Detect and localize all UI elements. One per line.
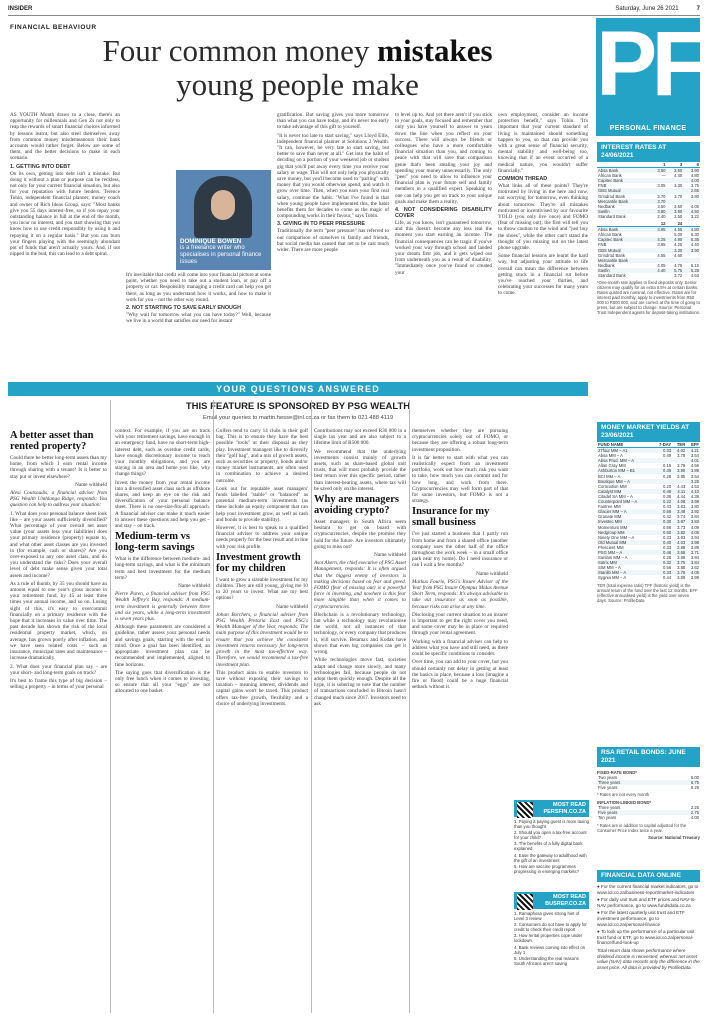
mm-value-cell: 3.89 <box>677 555 686 561</box>
mm-value-cell: 3.89 <box>677 575 686 581</box>
mm-label-cell: FUND NAME <box>597 442 653 448</box>
ir-value-cell: 3.50 <box>674 203 683 209</box>
article-column-5: own employment, consider an income protection benefit," says Tobin. "It's important that your current standard of living is maintained should something happen to you, so that can provide you with a great sense of financial security, mental stability and well-being too, knowing that if an event occurred of a medical nature, you wouldn't suffer financially." COMMON THREAD What links all of these points? They're motivated by living in the here and now, not worrying for tomorrow, even thinking about tomorrow. They're all mistakes motivated or incentivised by our favourite YOLO (you only live once) and FOMO (fear of missing out); the first will tell you to throw caution to the wind and "just buy the shoes", while the other can't stand the thought of you missing out on the latest phone upgrade. Some financial lessons are learnt the hard way, but adjusting your attitude to life overall can mean the difference between getting stuck in a financial rut before you've reached your thirties, and celebrating your successes for many years to come. <box>498 112 588 297</box>
ir-long-value-cell: 12 <box>650 221 667 227</box>
most-read-item: 5. How are vaccine programmes progressing in emerging markets? <box>514 863 579 874</box>
rsa-fixed-value-cell: 8.25 <box>690 785 699 791</box>
ir-long-value-cell: 4.55 <box>667 227 684 233</box>
mm-value-cell: 4.08 <box>672 499 686 504</box>
mm-value-cell: 0.42 <box>663 514 672 520</box>
mm-value-cell: 0.58 <box>653 509 672 514</box>
ir-long-value-cell: 3.72 <box>674 272 683 278</box>
most-read-item: 3. How rental properties cope under lockdown <box>514 933 583 944</box>
mm-value-cell: 4.02 <box>672 448 686 454</box>
ir-value-cell: 3.50 <box>657 203 666 209</box>
mm-value-cell: 7-DAY <box>653 442 672 448</box>
publication-name: INSIDER <box>8 6 33 12</box>
mm-label-cell: Momentum MM <box>598 524 628 530</box>
mm-value-cell: 3.62 <box>690 565 699 571</box>
mm-value-cell: 4.44 <box>677 493 686 499</box>
mm-value-cell: 4.05 <box>686 530 700 535</box>
mm-label-cell: Boutique MM – A <box>597 479 653 484</box>
article-column-1: AS YOUTH Month draws to a close, there's an opportunity for millennials and Gen Zs not only to reap the rewards of smart financial choices informed by lessons learnt, but also steel themselves away from common money misdemeanours their bank accounts would rather forget. Below are some of them, and the better decisions to make in each scenario. 1. GETTING INTO DEBT On its own, getting into debt isn't a mistake. But doing it without a plan or purpose can be reckless, not only for your current financial situation, but also for your reputation with future lenders. Terence Tobin, independent financial planner, money coach and owner of Rich Ideas Group, says: "Most banks give you 55 days interest-free, so if you repay your outstanding balance in full at the end of the month, you incur no interest, and you start showing that you know how to use credit responsibly by using it and repaying it on a regular basis." But you can burn your fingers playing with the seemingly abundant pot of funds that aren't actually yours. And, if not nipped in the bud, this can lead to a debt spiral. <box>10 112 120 258</box>
mm-value-cell: 3.78 <box>677 453 686 459</box>
mm-value-cell: 0.35 <box>653 468 672 473</box>
mm-value-cell: 4.09 <box>690 524 699 530</box>
ir-label-cell: Mercantile Bank <box>597 199 650 204</box>
mm-label-cell: Fairtree MM <box>598 504 621 510</box>
mm-label-cell: PSG MM – A <box>597 550 653 555</box>
personal-finance-logo: PF PERSONAL FINANCE <box>596 18 700 136</box>
mm-value-cell: 4.05 <box>686 570 700 575</box>
ir-long-value-cell: 4.40 <box>690 242 699 248</box>
ir-long-value-cell: 6.30 <box>690 232 699 238</box>
rsa-fixed-label-cell: Five years <box>598 785 618 791</box>
qr-code-icon <box>517 894 533 910</box>
ir-value-cell: 3.80 <box>650 209 667 214</box>
mm-value-cell: 3.84 <box>686 560 700 565</box>
most-read-item: 3. The benefits of a fully digital bank explained <box>514 841 583 852</box>
mm-value-cell: 0.33 <box>653 448 672 454</box>
ir-long-label-cell: Mercantile Bank <box>597 258 650 263</box>
ir-long-value-cell: 4.60 <box>674 252 683 258</box>
mm-value-cell: 0.43 <box>663 504 672 510</box>
ir-label-cell: Grindrod Bank <box>598 193 625 199</box>
mm-value-cell: 0.56 <box>663 524 672 530</box>
ir-row <box>597 214 700 219</box>
qa-column-1: A better asset than rented property? Could there be better long-term assets than my home, from which I earn rental income through sharing with a tenant? Is it better to stay put or invest elsewhere? Name withheld Alexi Coutsoudis, a financial adviser from PSG Wealth Umhlanga Ridge, responds: You question can help to address your situation: 1. What does your personal balance sheet look like – are your assets sufficiently diversified? What percentage of your overall net asset value (your assets less your liabilities) does your primary residence (property) equate to, and what other asset classes are you invested in (for example, cash or shares)? Are you over-exposed to any one asset class, and do you understand the risks? Does your overall level of debt make sense given your total assets and income? As a rule of thumb, by 35 you should have an amount equal to one year's gross income in your retirement fund, by 45 at least three times your annual income, and so on. Losing sight of this, it's easy to overcommit financially on a primary residence with the hope that it increases in value over time. The past decade has shown the risk of the local residential property market, which, on average, has grown poorly after inflation, and we have seen related costs – such as insurance, municipal rates and maintenance – increase dramatically. 2. What does your financial plan say – are your short- and long-term goals on track? It's best to frame this type of big decision – selling a property – in terms of your personal <box>10 430 107 691</box>
mm-value-cell: 3.89 <box>690 544 699 550</box>
mm-value-cell: 0.46 <box>653 489 672 494</box>
mm-label-cell: Satrix MM <box>597 560 653 565</box>
mm-label-cell: Old Mutual MM <box>597 540 653 545</box>
ir-long-value-cell: 4.25 <box>650 237 667 242</box>
ir-long-value-cell: 5.28 <box>683 268 700 273</box>
ir-long-value-cell: 24 <box>667 221 684 227</box>
rsa-fixed-value-cell: 6.00 <box>690 775 699 780</box>
q2-title: Medium-term vs long-term savings <box>115 531 195 554</box>
ir-value-cell: — <box>661 173 666 179</box>
mm-value-cell: 0.40 <box>653 540 672 545</box>
ir-value-cell: 6 <box>683 162 700 168</box>
ir-long-label-cell: African Bank <box>598 232 622 238</box>
rsa-infl-label-cell: Ten years <box>598 815 617 821</box>
ir-long-label-cell: FNB <box>598 242 607 248</box>
mm-value-cell: 3.97 <box>672 519 686 524</box>
headline: Four common money mistakes young people make <box>102 33 493 102</box>
ir-value-cell: 4.80 <box>690 173 699 179</box>
ir-long-label-cell: Capitec Bank <box>597 237 650 242</box>
rsa-bonds-title: RSA RETAIL BONDS: JUNE 2021 <box>597 747 700 767</box>
mm-value-cell: 4.43 <box>677 483 686 489</box>
ir-label-cell: GBS Mutual <box>597 188 650 193</box>
mm-value-cell: 4.03 <box>672 540 686 545</box>
rsa-infl-value-cell: 2.25 <box>690 805 699 811</box>
page-number: 7 <box>696 6 700 12</box>
mm-value-cell: 4.38 <box>690 493 699 499</box>
ir-long-value-cell: 4.75 <box>674 262 683 268</box>
mm-value-cell: 3.99 <box>690 575 699 581</box>
mm-value-cell: 0.30 <box>653 519 672 524</box>
most-read-item: 4. Bank reviews coming into effect on July 1 <box>514 944 586 955</box>
mm-value-cell: EFF <box>686 442 700 448</box>
mm-value-cell: 3.80 <box>690 504 699 510</box>
issue-date: Saturday, June 26 2021 <box>615 6 679 12</box>
q4-title: Why are managers avoiding crypto? <box>314 494 399 517</box>
mm-label-cell: Sanlam MM – A <box>598 555 628 561</box>
financial-data-online: FINANCIAL DATA ONLINE ● For the current financial market indicators, go to www.iol.co.za/business-report/market-indicators ● For daily unit trust and ETF prices and NAV-to-NAV performance, go to www.fundsdata.co.za ● For the latest quarterly unit trust and ETF investment performance, go to www.iol.co.za/personal-finance ● To look up the performance of a particular unit trust fund or ETF, go to www.iol.co.za/personal-finance/fund-look-up Total return data shows performance where dividend income is reinvested, whereas net asset value (NAV) data records only the difference in the asset price. All data is provided by ProfileData. <box>597 872 700 970</box>
mm-value-cell: 3.28 <box>686 479 700 484</box>
ir-long-value-cell: 4.80 <box>683 227 700 233</box>
mm-label-cell: Absa MM – A <box>598 453 623 459</box>
mm-value-cell: 3.88 <box>677 544 686 550</box>
mm-value-cell: 3.98 <box>686 540 700 545</box>
mm-value-cell: 0.33 <box>653 570 672 575</box>
rsa-infl-label-cell: Five years <box>597 810 670 815</box>
author-name: DOMINIQUE BOWEN <box>180 238 242 245</box>
qa-column-3: Golfers tend to carry 14 clubs in their golf bag. This is to ensure they have the best possible "tools" at their disposal as they play. Investment managers like to diversify their "golf bag", and a mix of growth assets, such as securities or property, bonds and/or money market instruments, are often used in combination to achieve a desired outcome. Look out for reputable asset managers' funds labelled "stable" or "balanced" as potential medium-term investments (as these include an equity component that can help your investment grow, as well as cash and bonds to provide stability). However, it is best to speak to a qualified financial adviser to address your unique needs properly for the best result and in line with your risk profile. Investment growth for my children I want to grow a sizeable investment for my children. They are still young, giving me 10 to 20 years to invest. What are my best options? Name withheld Johan Borchers, a financial adviser from PSG Wealth Pretoria East and PSG's Wealth Manager of the Year, responds: The main purpose of this investment would be to ensure that you achieve the consistent investment returns necessary for long-term growth in the most tax-effective way. Therefore, we would recommend a tax-free investment plan. This product aims to enable investors to save without exposing their savings to taxation – meaning interest, dividends and capital gains won't be taxed. This product offers tax-free growth, flexibility and a choice of underlying investments. <box>216 428 308 707</box>
mm-value-cell: 0.33 <box>663 534 672 540</box>
mm-value-cell: 3.78 <box>672 570 686 575</box>
rsa-infl-value-cell: 4.00 <box>690 815 699 821</box>
mm-label-cell: Sygnia MM – A <box>598 575 627 581</box>
ir-value-cell: 3.70 <box>657 193 666 199</box>
email-line: Email your queries to martin.hesse@inl.co.za or fax them to 021 488 4119 <box>202 415 394 421</box>
mm-value-cell: 3.54 <box>690 453 699 459</box>
mm-label-cell: Stanlib MM – A <box>597 570 653 575</box>
rsa-fixed-row <box>597 785 700 790</box>
fin-item: ● For the current financial market indicators, go to www.iol.co.za/business-report/market-indicators <box>597 884 699 895</box>
money-market-table <box>597 442 700 581</box>
mm-value-cell: TER <box>672 442 686 448</box>
mm-value-cell: 3.94 <box>690 555 699 561</box>
mm-value-cell: 0.56 <box>663 565 672 571</box>
article-column-4: to level up to. And yet there aren't if you stick to your goals, stay focused and remember that only you have yourself to answer to years down the line when you reflect on your success. There will always be friends or colleagues who have a more comfortable financial situation than you, and coming to peace with that will save that comparison genie that's been stealing your joy and spending your money unnecessarily. The only "peer" you need to allow to influence your financial plan is your future self and family members in a qualified expert. Speaking to one can help you get on track to your unique goals and make them a reality. 4. NOT CONSIDERING DISABILITY COVER Life, as you know, isn't guaranteed tomorrow, and this doesn't become any less real the moment you start earning an income. The financial consequences can be tragic if you've worked your way through school and landed your dream first job, and it gets wiped out from underneath you as a result of disability. "Immediately once you've found or created your <box>395 112 492 276</box>
ir-long-label-cell: Grindrod Bank <box>598 252 625 258</box>
financial-data-title: FINANCIAL DATA ONLINE <box>597 870 700 882</box>
mm-value-cell: 3.88 <box>677 565 686 571</box>
ir-label-cell: Sasfin <box>597 209 650 214</box>
mm-value-cell: 3.83 <box>677 534 686 540</box>
fin-item: ● For the latest quarterly unit trust and ETF investment performance, go to www.iol.co.za/personal-finance <box>597 910 685 927</box>
ir-value-cell: 4.40 <box>674 173 683 179</box>
ir-long-value-cell: 5.00 <box>674 232 683 238</box>
ir-value-cell: 1 <box>650 162 667 168</box>
mm-value-cell: 0.49 <box>663 453 672 459</box>
q1-title: A better asset than rented property? <box>10 430 94 452</box>
ir-label-cell: African Bank <box>598 173 622 179</box>
ir-value-cell: 3.30 <box>674 183 683 189</box>
mm-value-cell: 3.83 <box>686 519 700 524</box>
most-read-item: 1. Ramaphosa gives strong hint of Level 3 review <box>514 911 580 922</box>
ir-long-label-cell: GBS Mutual <box>597 248 650 253</box>
ir-label-cell: Absa Bank <box>597 168 650 174</box>
mm-value-cell: 3.90 <box>672 468 686 473</box>
ir-label-cell: Standard Bank <box>598 213 626 219</box>
mm-label-cell: 27four MM – A1 <box>597 448 653 454</box>
mm-label-cell: Glacier MM – A <box>597 509 653 514</box>
mm-value-cell: 4.56 <box>690 463 699 469</box>
author-box: DOMINIQUE BOWEN is a freelance writer who specialises in personal finance issues <box>176 170 271 270</box>
headline-bold: mistakes <box>377 33 493 68</box>
ir-long-label-cell: Absa Bank <box>597 227 650 233</box>
mm-label-cell: Ninety One MM – A <box>598 534 635 540</box>
money-market-box: MONEY MARKET YIELDS AT 23/06/2021 FUND NAME 7-DAY TER EFF 27four MM – A1 0.33 4.02 4.21 Absa MM – A 0.49 3.78 3.54 Absa Prud. MM – A 4.01 Allan Gray MM 0.15 3.79 4.56 Ashburton MM – B1 0.35 3.90 3.89 BCI MM – A 0.28 3.85 3.54 Boutique MM – A 3.28 Coronation MM 0.20 4.43 4.53 Catalyst MM 0.46 4.11 4.10 Citadel SA MM – A 0.38 4.44 4.38 Counterpoint MM – A 0.22 4.08 3.98 Fairtree MM 0.43 3.63 3.80 Glacier MM – A 0.58 3.48 3.92 Granate MM 0.42 3.74 3.84 Investec MM 0.30 3.97 3.83 Momentum MM 0.56 3.73 4.09 Nedgroup MM 0.60 3.82 4.05 Ninety One MM – A 0.33 3.83 3.94 Old Mutual MM 0.40 4.03 3.98 Prescient MM 0.33 3.88 3.89 PSG MM – A 0.46 3.68 3.71 Sanlam MM – A 0.26 3.89 3.94 Satrix MM 0.32 3.75 3.84 SIM MM – A 0.56 3.88 3.62 Stanlib MM – A 0.33 3.78 4.05 Sygnia MM – A 0.44 3.89 3.99 TER (total expense ratio) TFF (historic yield) is the annual return of the fund over the last 12 months. EFF (effective annualised yield) is the yield over seven days. Source: ProfileData <box>597 424 699 603</box>
ir-value-cell: 3.75 <box>690 183 699 189</box>
mm-value-cell: 3.54 <box>690 473 699 479</box>
mm-value-cell: 4.11 <box>672 489 686 494</box>
mm-row <box>597 575 700 580</box>
rsa-fixed-value-cell: 6.75 <box>670 780 700 785</box>
mm-value-cell: 4.53 <box>690 483 699 489</box>
sponsor-line: THIS FEATURE IS SPONSORED BY PSG WEALTH <box>185 401 411 412</box>
mm-label-cell: BCI MM – A <box>598 473 621 479</box>
mm-value-cell: 4.10 <box>686 489 700 494</box>
mm-value-cell: 3.84 <box>690 514 699 520</box>
ir-value-cell: 3.22 <box>690 213 699 219</box>
ir-value-cell: 4.05 <box>690 203 699 209</box>
ir-value-cell: 3 <box>667 162 684 168</box>
rsa-infl-value-cell: 2.75 <box>670 810 700 815</box>
ir-value-cell: 3.70 <box>650 199 667 204</box>
ir-long-value-cell <box>650 273 667 278</box>
rsa-infl-row <box>597 815 700 820</box>
qa-column-5: themselves whether they are pursuing cryptocurrencies solely out of FOMO, or because they are offering a robust long-term investment proposition. It is far better to start with what you can realistically expect from an investment portfolio, work out how much risk you want to take, how much you can commit and for how long, and work from there. Cryptocurrencies may well form part of that for some investors, but FOMO is not a strategy. Insurance for my small business I've just started a business that I partly run from home and from a shared office (another company uses the other half of the office throughout the work week – in a small office park near my home). Do I need insurance or can I wait a few months? Name withheld Markus Fourie, PSG's Insure Adviser of the Year from PSG Insure Olympus Midas Avenue Short Term, responds: It's always advisable to take out insurance as soon as possible, because risks can arise at any time. Disclosing your current situation to an insurer is important to get the right cover you need, and some cover may be in place or required through your rental agreement. Working with a financial adviser can help to address what you have and still need, as there could be specific conditions to consider. Over time, you can add to your cover, but you should certainly not delay in getting at least the basics in place, because a loss (imagine a fire or flood) could be a huge financial setback without it. <box>412 428 508 691</box>
ir-value-cell: 3.90 <box>683 168 700 174</box>
ir-value-cell: 4.00 <box>683 178 700 183</box>
ir-long-value-cell: 5.75 <box>667 268 684 273</box>
mm-label-cell: Catalyst MM <box>597 489 653 494</box>
mm-value-cell: 3.98 <box>686 499 700 504</box>
ir-value-cell: 3.70 <box>674 193 683 199</box>
mm-label-cell: Ashburton MM – B1 <box>597 468 653 473</box>
article-column-3: gratification. But saving gives you more tomorrow than what you can have today, and it's never too early to take advantage of this gift to yourself. "It is never too late to start saving," says Lloyd Ellis, independent financial planner at Solutions 2 Wealth. "It can, however, be very late to start saving, but better to save than never at all." Get into the habit of deciding on a portion of your weekend job or student gig that you'll put away every time you receive your salary or wage. This will not only help you physically save money, but you'll become used to "parting" with money that you would otherwise spend, and watch it grow over time. Then, when you earn your first real salary, continue the habit. "What I've found is that when young people have implemented this, the habit benefits them for decades to come as the magic of compounding works in their favour," says Tobin. 3. GIVING IN TO PEER PRESSURE Traditionally the term "peer pressure" has referred to our comparison of ourselves to family and friends, but social media has caused that net to be cast much wider. There are more people <box>277 112 389 254</box>
article-column-2: It's inevitable that credit will come into your financial picture at some point, whether you need to take out a student loan, or pay off a property or car. Responsibly managing a credit card can help you get there, as long as you understand how it works, and how to make it work for you – not the other way round. 2. NOT STARTING TO SAVE EARLY ENOUGH "Why wait for tomorrow what you can have today?" Well, because we live in a world that satisfies our need for instant <box>126 272 271 325</box>
mm-value-cell: 3.75 <box>672 560 686 565</box>
mm-value-cell: 3.74 <box>677 514 686 520</box>
mm-label-cell: Absa Prud. MM – A <box>597 458 653 463</box>
rsa-infl-label-cell: Three years <box>598 805 621 811</box>
money-market-title: MONEY MARKET YIELDS AT 23/06/2021 <box>597 422 700 442</box>
mm-value-cell: 0.22 <box>653 499 672 504</box>
mm-label-cell: SIM MM – A <box>598 565 621 571</box>
rsa-bonds-box: RSA RETAIL BONDS: JUNE 2021 FIXED-RATE BOND* Two years 6.00 Three years 6.75 Five years 8.25 * Rates are not every month INFLATION-LINKED BOND* Three years 2.25 Five years 2.75 Ten years 4.00 * Rates are in addition to capital adjusted for the Consumer Price Index twice a year. Source: National Treasury <box>597 749 700 840</box>
mm-value-cell: 0.60 <box>653 530 672 535</box>
most-read-persfin: MOST READ PERSFIN.CO.ZA 1. Paying a paying guest is more taxing than you thought 2. Should you open a tax-free account for your child? 3. The benefits of a fully digital bank explained 4. Ease the gateway to adulthood with the gift of an investment 5. How are vaccine programmes progressing in emerging markets? <box>514 802 590 874</box>
mm-value-cell: 0.20 <box>663 483 672 489</box>
most-read-busrep: MOST READ BUSREP.CO.ZA 1. Ramaphosa gives strong hint of Level 3 review 2. Consumers do not have to apply for credit to check their credit report 3. How rental properties cope under lockdown 4. Bank reviews coming into effect on July 1 5. Understanding the real reasons South Africans aren't saving <box>514 892 589 967</box>
most-read-item: 1. Paying a paying guest is more taxing than you thought <box>514 819 590 830</box>
ir-label-cell: Nedbank <box>598 203 615 209</box>
mm-value-cell: 0.33 <box>663 544 672 550</box>
mm-value-cell: 0.38 <box>663 493 672 499</box>
ir-value-cell: 3.90 <box>667 209 684 214</box>
most-read-item: 5. Understanding the real reasons South Africans aren't saving <box>514 955 579 966</box>
ir-long-value-cell: 4.25 <box>674 242 683 248</box>
mm-value-cell: 3.71 <box>686 550 700 555</box>
rsa-fixed-label-cell: Three years <box>597 780 670 785</box>
ir-long-value-cell: 4.55 <box>657 252 666 258</box>
ir-long-value-cell: 4.90 <box>667 237 684 242</box>
mm-value-cell: 3.82 <box>672 530 686 535</box>
fin-item: ● To look up the performance of a particular unit trust fund or ETF, go to www.iol.co.za/personal-finance/fund-look-up <box>597 929 695 946</box>
ir-long-value-cell: 4.63 <box>690 272 699 278</box>
mm-value-cell: 0.32 <box>653 560 672 565</box>
mm-value-cell: 3.89 <box>686 468 700 473</box>
qa-column-2: context. For example, if you are on track with your retirement savings, have enough in an emergency fund, have no short-term high-interest debt, such as overdue credit cards, have enough discretionary income to reach your monthly obligations, and you are staying in an area and home you like, why change things? Invest the money from your rental income into a diversified asset class such as offshore shares, and keep an eye on the risk and diversification of your personal balance sheet. There is no one-size-fits-all approach. A financial adviser can make it much easier to answer these questions and help you get – and stay – on track. Medium-term vs long-term savings What is the difference between medium- and long-term savings, and what is the minimum term and best investment for the medium term? Name withheld Pierre Puren, a financial adviser from PSG Wealth Jeffrey's Bay, responds: A medium-term investment is generally between three and six years, while a long-term investment is seven years plus. Although these parameters are considered a guideline, rather assess your personal needs and savings goals, starting with the end in mind. Once a goal has been identified, an appropriate investment plan can be recommended and implemented, aligned to time horizons. The saying goes that diversification is the only free lunch when it comes to investing, so ensure that all your "eggs" are not allocated to one basket. <box>115 428 210 695</box>
ir-value-cell: 3.50 <box>650 168 667 174</box>
ir-value-cell: 4.50 <box>683 209 700 214</box>
ir-long-row <box>597 273 700 278</box>
qa-column-4: Contributions may not exceed R36 000 in a single tax year and are also subject to a lifetime limit of R500 000. We recommend that the underlying investments consist mainly of growth assets, such as share-based global unit trusts, that will most probably provide the best return over this specific period, rather than interest-bearing assets, where tax will be saved only on the interest. Why are managers avoiding crypto? Asset managers in South Africa seem hesitant to get on board with cryptocurrencies, despite the promise they hold for the future. Are investors ultimately going to miss out? Name withheld Asot Akern, the chief executive of PSG Asset Management, responds: It is often argued that the biggest enemy of investors is making decisions based on fear and greed. FOMO (fear of missing out) is a powerful force in investing, and nowhere is this fear more tangible than when it comes to cryptocurrencies. Blockchain is a revolutionary technology, but while a technology may revolutionise the world, not all instances of that technology, or every company that produces it, will survive. Betamax and Kodak have shown that even big companies can get it wrong. While technologies move fast, societies adapt and change more slowly, and many technologies fail, because people do not adopt them quickly enough. Despite all the hype, it is sobering to note that the number of transactions concluded in Bitcoin hasn't changed much since 2017. Investors need to ask <box>314 428 406 707</box>
ir-value-cell: 3.80 <box>690 193 699 199</box>
interest-rates-box: INTEREST RATES AT 24/06/2021 1 3 6 Absa Bank 3.50 3.60 3.90 African Bank — 4.40 4.80 Capitec Bank 4.00 FNB 3.05 3.30 3.75 GBS Mutual 2.65 Grindrod Bank 3.70 3.70 3.80 Mercantile Bank 3.70 Nedbank 3.50 3.50 4.05 Sasfin 3.80 3.90 4.50 Standard Bank 2.40 2.50 3.22 12 24 Absa Bank 3.95 4.55 4.80 African Bank 5.00 6.30 Capitec Bank 4.25 4.90 5.35 FNB 3.85 4.25 4.40 GBS Mutual 3.30 3.90 Grindrod Bank 4.55 4.60 Mercantile Bank Nedbank 4.05 4.75 5.15 Sasfin 4.40 5.75 5.28 Standard Bank 3.72 4.63 *One-month rate applies to fixed deposits only. Senior citizens may qualify for an extra 0.5% at certain banks. Rates quoted are nominal, not effective. Rates are for interest paid monthly, apply to investments from R50 000 to R500 000, and are correct at the time of going to press, but are subject to change. Source: Personal Trust Independent agents for deposit-taking institutions. <box>597 144 700 316</box>
mm-value-cell: 0.44 <box>663 575 672 581</box>
ir-long-value-cell: 3.30 <box>667 248 684 253</box>
ir-long-label-cell: Nedbank <box>598 262 615 268</box>
section-label: FINANCIAL BEHAVIOUR <box>10 24 97 31</box>
mm-label-cell: Counterpoint MM – A <box>597 499 653 504</box>
ir-long-value-cell: 3.90 <box>683 248 700 253</box>
interest-rates-table <box>597 162 700 219</box>
ir-value-cell: 2.40 <box>657 213 666 219</box>
ir-label-cell: Capitec Bank <box>597 178 650 183</box>
ir-value-cell: 2.50 <box>674 213 683 219</box>
mm-label-cell: Nedgroup MM <box>597 530 653 535</box>
ir-long-value-cell: 4.05 <box>657 262 666 268</box>
mm-value-cell: 3.73 <box>677 524 686 530</box>
mm-value-cell: 0.26 <box>663 555 672 561</box>
ir-long-value-cell: 3.85 <box>657 242 666 248</box>
most-read-item: 4. Ease the gateway to adulthood with the gift of an investment <box>514 852 587 863</box>
qr-code-icon <box>517 802 533 818</box>
ir-long-label-cell: Standard Bank <box>598 272 626 278</box>
mm-value-cell: 0.46 <box>653 550 672 555</box>
mm-value-cell: 0.28 <box>663 473 672 479</box>
mm-value-cell: 3.85 <box>677 473 686 479</box>
mm-value-cell: 3.79 <box>677 463 686 469</box>
fin-item: ● For daily unit trust and ETF prices and NAV-to-NAV performance, go to www.fundsdata.co.za <box>597 897 696 908</box>
mm-value-cell: 3.48 <box>672 509 686 514</box>
mm-label-cell: Coronation MM <box>598 483 627 489</box>
ir-value-cell: 3.60 <box>667 168 684 174</box>
mm-value-cell: 3.63 <box>677 504 686 510</box>
interest-rates-title: INTEREST RATES AT 24/06/2021 <box>597 142 700 162</box>
ir-value-cell: 2.65 <box>683 188 700 193</box>
most-read-item: 2. Should you open a tax-free account for your child? <box>514 830 587 841</box>
rsa-fixed-label-cell: Two years <box>598 775 618 780</box>
mm-value-cell: 3.94 <box>690 534 699 540</box>
mm-value-cell: 0.15 <box>663 463 672 469</box>
mm-value-cell: 3.68 <box>672 550 686 555</box>
mm-value-cell: 3.92 <box>686 509 700 514</box>
ir-long-value-cell: 3.95 <box>650 227 667 233</box>
ir-long-value-cell: 5.35 <box>683 237 700 242</box>
interest-rates-table-long <box>597 221 700 278</box>
most-read-item: 2. Consumers do not have to apply for credit to check their credit report <box>514 922 587 933</box>
questions-banner: YOUR QUESTIONS ANSWERED <box>8 382 588 396</box>
mm-label-cell: Allan Gray MM <box>598 463 626 469</box>
mm-label-cell: Investec MM <box>597 519 653 524</box>
ir-long-value-cell: 4.40 <box>650 268 667 273</box>
mm-value-cell: 4.21 <box>686 448 700 454</box>
ir-long-label-cell: Sasfin <box>597 268 650 273</box>
q3-title: Investment growth for my children <box>216 551 301 574</box>
mm-value-cell: 4.01 <box>686 458 700 463</box>
q5-title: Insurance for my small business <box>412 506 490 529</box>
ir-value-cell: 3.05 <box>657 183 666 189</box>
ir-label-cell: FNB <box>598 183 607 189</box>
mm-label-cell: Prescient MM <box>598 544 624 550</box>
mm-label-cell: Granate MM <box>598 514 622 520</box>
ir-long-value-cell: 5.15 <box>690 262 699 268</box>
mm-label-cell: Citadel SA MM – A <box>598 493 633 499</box>
